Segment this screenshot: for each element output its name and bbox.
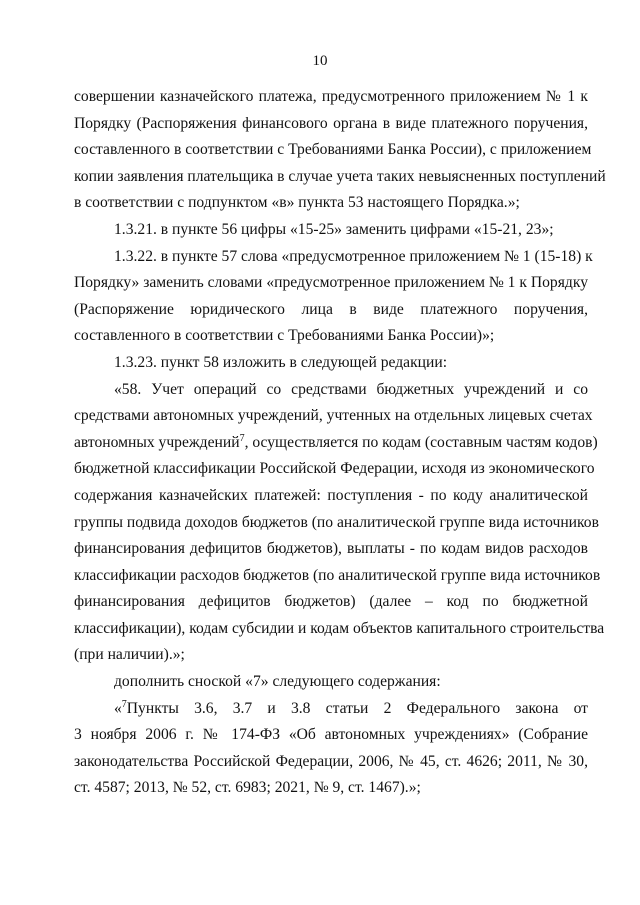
text-line: копии заявления плательщика в случае учета таких невыясненных поступлений — [74, 167, 606, 185]
text-line: Порядку» заменить словами «предусмотренное приложением № 1 к Порядку — [74, 274, 588, 292]
text-line: 1.3.22. в пункте 57 слова «предусмотренное приложением № 1 (15-18) к — [114, 247, 593, 265]
text-line: 1.3.23. пункт 58 изложить в следующей редакции: — [114, 353, 448, 371]
footnote-marker: 7 — [239, 432, 245, 444]
text-line: 1.3.21. в пункте 56 цифры «15-25» заменить цифрами «15-21, 23»; — [114, 220, 554, 238]
text-line: содержания казначейских платежей: поступления - по коду аналитической — [74, 486, 588, 504]
text-line-with-footnote — [74, 430, 598, 457]
text-line: средствами автономных учреждений, учтенных на отдельных лицевых счетах — [74, 407, 593, 425]
text-line: бюджетной классификации Российской Федерации, исходя из экономического — [74, 460, 595, 478]
text-line: финансирования дефицитов бюджетов), выплаты - по кодам видов расходов — [74, 540, 588, 558]
text-line: финансирования дефицитов бюджетов) (далее – код по бюджетной — [74, 593, 588, 611]
text-line: «58. Учет операций со средствами бюджетных учреждений и со — [114, 380, 588, 398]
footnote-marker: 7 — [121, 698, 127, 710]
document-body — [74, 84, 606, 802]
text-line: группы подвида доходов бюджетов (по аналитической группе вида источников — [74, 513, 599, 531]
text-line: дополнить сноской «7» следующего содержания: — [114, 673, 441, 691]
text-line: законодательства Российской Федерации, 2006, № 45, ст. 4626; 2011, № 30, — [74, 752, 588, 770]
text-line: составленного в соответствии с Требованиями Банка России)»; — [74, 327, 495, 345]
text-line: классификации), кодам субсидии и кодам объектов капитального строительства — [74, 619, 605, 637]
text-line: (Распоряжение юридического лица в виде платежного поручения, — [74, 300, 588, 318]
text-line: в соответствии с подпунктом «в» пункта 53 настоящего Порядка.»; — [74, 194, 520, 212]
text-line: (при наличии).»; — [74, 646, 185, 664]
text-line: ст. 4587; 2013, № 52, ст. 6983; 2021, № 9, ст. 1467).»; — [74, 779, 421, 797]
text-line: Порядку (Распоряжения финансового органа в виде платежного поручения, — [74, 114, 588, 132]
text-line: составленного в соответствии с Требованиями Банка России), с приложением — [74, 141, 592, 159]
footnote-text-line — [74, 696, 588, 723]
text-fragment: , осуществляется по кодам (составным частям кодов) — [244, 433, 598, 451]
page-number: 10 — [312, 53, 328, 69]
text-line: совершении казначейского платежа, предусмотренного приложением № 1 к — [74, 88, 588, 105]
text-fragment: « — [114, 699, 122, 717]
text-line: классификации расходов бюджетов (по аналитической группе вида источников — [74, 566, 601, 584]
text-line: 3 ноября 2006 г. № 174-ФЗ «Об автономных учреждениях» (Собрание — [74, 726, 588, 744]
text-fragment: автономных учреждений — [74, 433, 240, 451]
text-fragment: Пункты 3.6, 3.7 и 3.8 статьи 2 Федерального закона от — [126, 699, 588, 717]
